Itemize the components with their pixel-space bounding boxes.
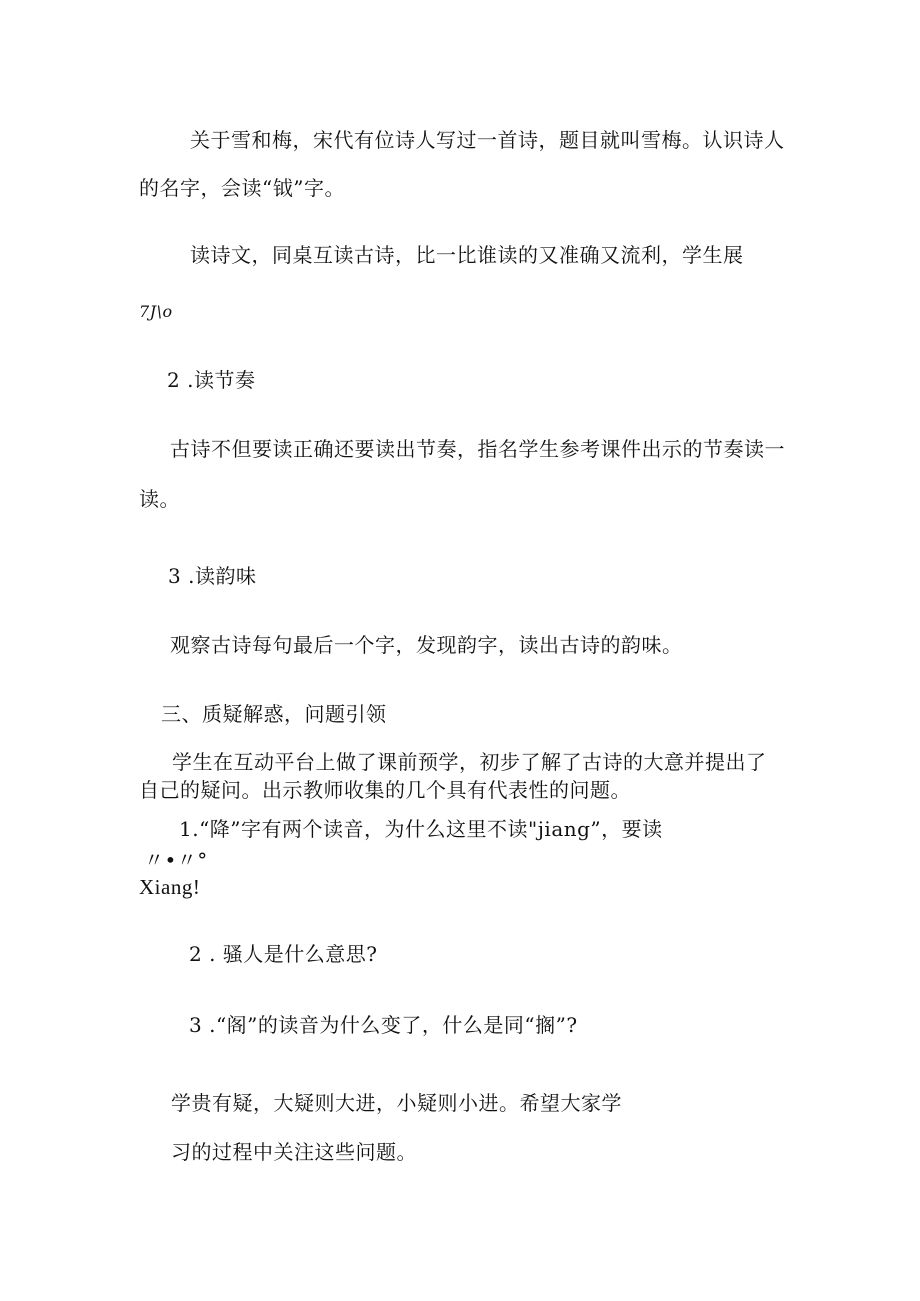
paragraph-line: 学贵有疑，大疑则大进，小疑则小进。希望大家学 [171, 1091, 622, 1115]
question-line: 3 .“阁”的读音为什么变了，什么是同“搁”? [189, 1013, 578, 1037]
paragraph-line: 关于雪和梅，宋代有位诗人写过一首诗，题目就叫雪梅。认识诗人 [190, 128, 785, 152]
paragraph-line: 学生在互动平台上做了课前预学，初步了解了古诗的大意并提出了 [172, 750, 767, 774]
pinyin-text: Xiang! [139, 875, 201, 899]
section-heading: 三、质疑解惑，问题引领 [161, 702, 387, 726]
question-line: 2 . 骚人是什么意思? [189, 942, 378, 966]
paragraph-line: 读。 [139, 487, 180, 511]
garbled-text: 〃•〃° [144, 848, 208, 872]
paragraph-line: 古诗不但要读正确还要读出节奏，指名学生参考课件出示的节奏读一 [170, 437, 785, 461]
paragraph-line: 观察古诗每句最后一个字，发现韵字，读出古诗的韵味。 [170, 633, 683, 657]
section-heading: 2 .读节奏 [167, 368, 256, 392]
garbled-text: 7J\o [139, 302, 173, 321]
paragraph-line: 习的过程中关注这些问题。 [171, 1140, 417, 1164]
paragraph-line: 读诗文，同桌互读古诗，比一比谁读的又准确又流利，学生展 [190, 243, 744, 267]
paragraph-line: 的名字，会读“钺”字。 [139, 176, 345, 200]
section-heading: 3 .读韵味 [168, 564, 257, 588]
paragraph-line: 自己的疑问。出示教师收集的几个具有代表性的问题。 [139, 778, 631, 802]
question-line: 1.“降”字有两个读音，为什么这里不读"jiang”，要读 [179, 817, 663, 841]
